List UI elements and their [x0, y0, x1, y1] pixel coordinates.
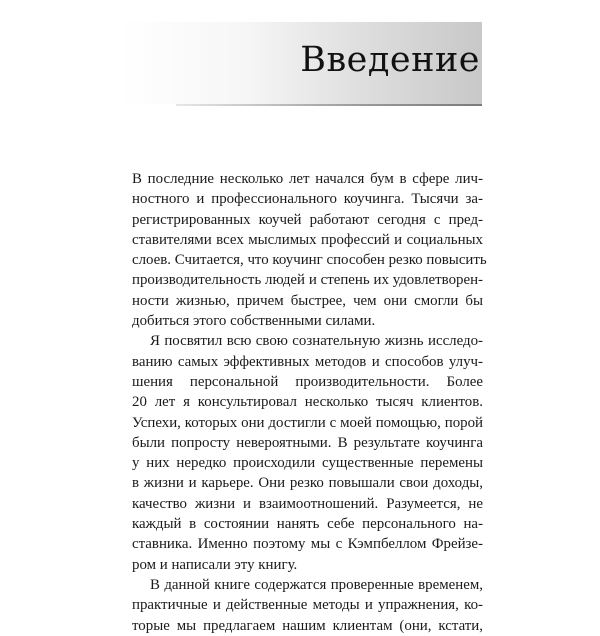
text-line: Я посвятил всю свою сознательную жизнь исследо- — [150, 333, 483, 350]
text-line: каждый в состоянии нанять себе персонального на- — [132, 516, 483, 533]
text-line: В данной книге содержатся проверенные временем, — [150, 576, 483, 593]
chapter-title-underline — [176, 104, 482, 106]
text-line: ставника. Именно поэтому мы с Кэмпбеллом Фрейзе- — [132, 536, 483, 553]
text-line: торые мы предлагаем нашим клиентам (они, кстати, — [132, 617, 483, 634]
text-line: качество жизни и взаимоотношений. Разумеется, не — [132, 495, 483, 512]
text-line: ванию самых эффективных методов и способов улуч- — [132, 353, 483, 370]
text-line: В последние несколько лет начался бум в сфере лич- — [132, 171, 483, 187]
text-line: Успехи, которых они достигли с моей помощью, порой — [132, 414, 483, 431]
text-line: ром и написали эту книгу. — [132, 556, 298, 573]
text-line: практичные и действенные методы и упражнения, ко- — [132, 597, 483, 614]
text-line: ностного и профессионального коучинга. Тысячи за- — [132, 191, 483, 208]
text-line: регистрированных коучей работают сегодня с пред- — [132, 211, 483, 228]
text-line: 20 лет я консультировал несколько тысяч клиентов. — [132, 394, 483, 411]
text-line: ности жизнью, причем быстрее, чем они смогли бы — [132, 292, 483, 309]
text-line: ставителями всех мыслимых профессий и социальных — [132, 231, 483, 248]
paragraph-3 — [132, 575, 483, 636]
text-line: в жизни и карьере. Они резко повышали свои доходы, — [132, 475, 483, 492]
paragraph-2 — [132, 331, 483, 575]
paragraph-1 — [132, 169, 487, 331]
text-line: слоев. Считается, что коучинг способен резко повысить — [132, 252, 487, 269]
chapter-body-text — [132, 169, 487, 636]
text-line: шения персональной производительности. Более — [132, 373, 483, 390]
text-line: производительность людей и степень их удовлетворен- — [132, 272, 483, 289]
chapter-title: Введение — [300, 40, 480, 80]
text-line: добиться этого собственными силами. — [132, 313, 376, 330]
text-line: были попросту невероятными. В результате коучинга — [132, 434, 483, 451]
text-line: у них нередко происходили существенные перемены — [132, 455, 483, 472]
